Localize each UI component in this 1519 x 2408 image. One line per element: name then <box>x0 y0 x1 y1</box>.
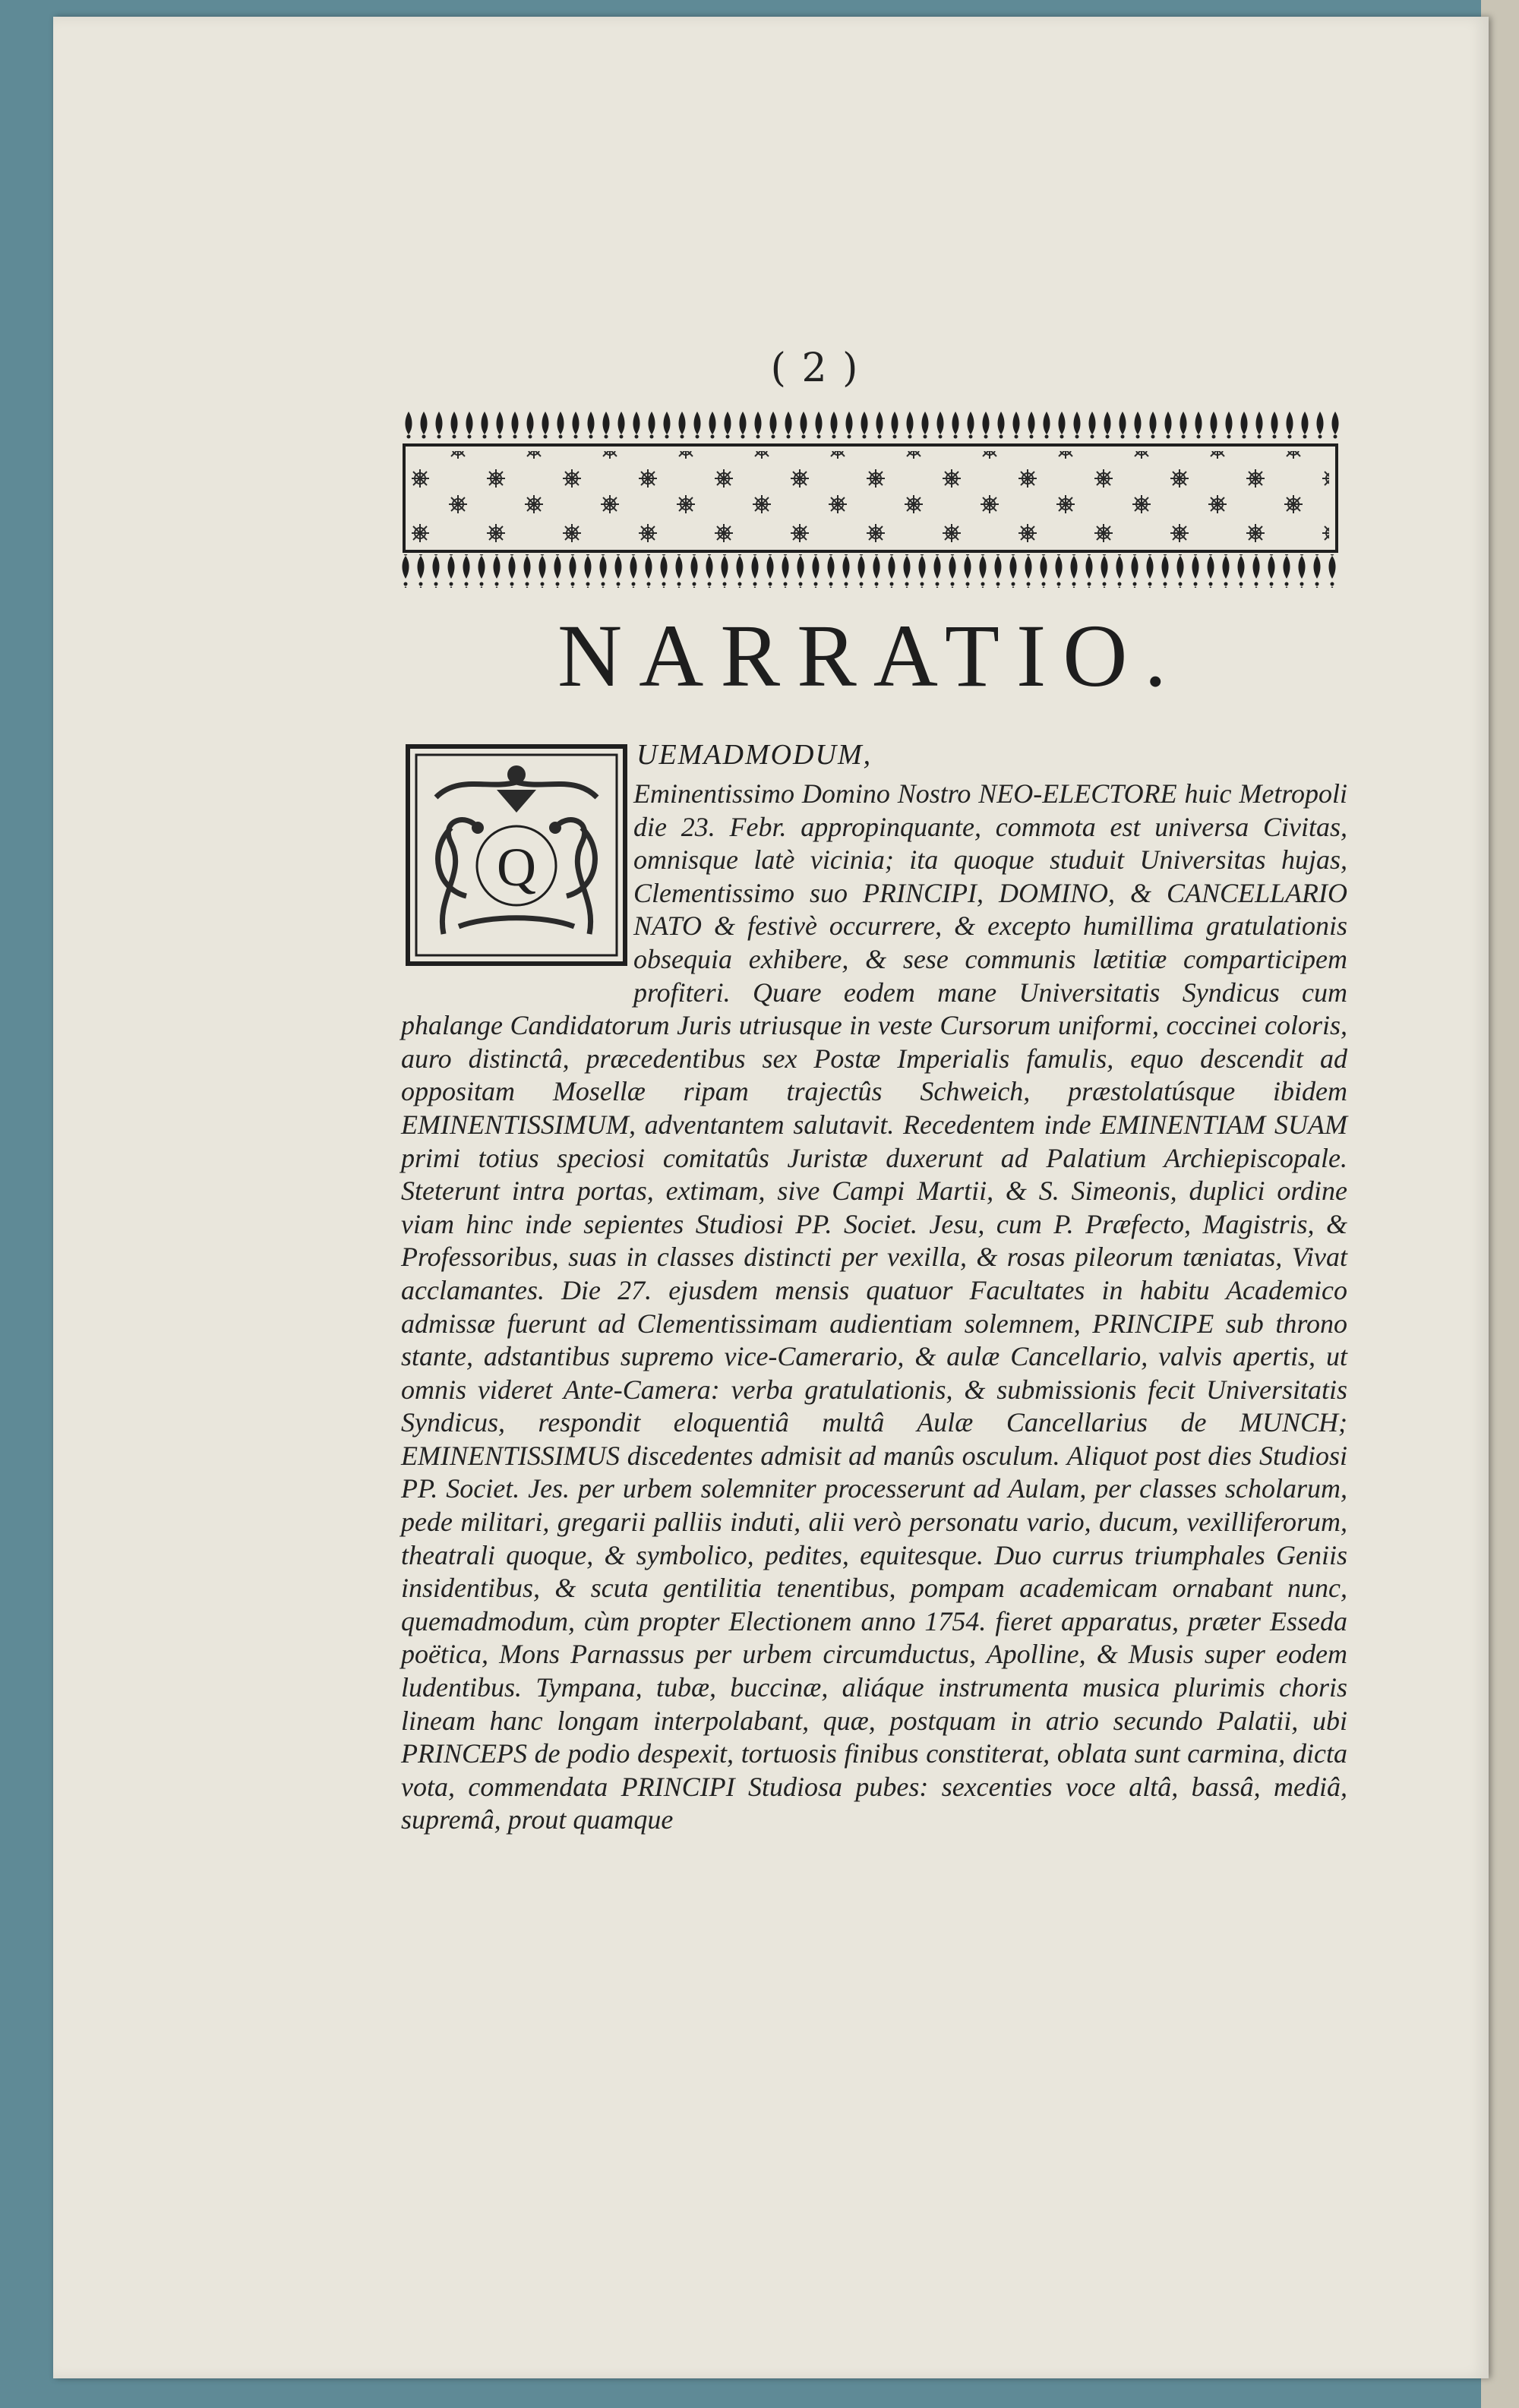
opening-word: UEMADMODUM, <box>636 739 873 771</box>
page-number: ( 2 ) <box>770 346 860 391</box>
ornamental-headpiece <box>401 409 1340 588</box>
narrative-paragraph: Eminentissimo Domino Nostro NEO-ELECTORE huic Metropoli die 23. Febr. appropinquante, commota est universa Civitas, omnisque latè vicinia; ita quoque studuit Universitas hujas, Clementissimo suo PRINCIPI, DOMINO, & CANCELLARIO NATO & festivè occurrere, & excepto humillima gratulationis obsequia exhibere, & sese communis lætitiæ comparticipem profiteri. Quare eodem mane Universitatis Syndicus cum phalange Candidatorum Juris utriusque in veste Cursorum uniformi, coccinei coloris, auro distinctâ, præcedentibus sex Postæ Imperialis famulis, equo descendit ad oppositam Mosellæ ripam trajectûs Schweich, præstolatúsque ibidem EMINENTISSIMUM, adventantem salutavit. Recedentem inde EMINENTIAM SUAM primi totius speciosi comitatûs Juristæ duxerunt ad Palatium Archiepiscopale. Steterunt intra portas, extimam, sive Campi Martii, & S. Simeonis, duplici ordine viam hinc inde sepientes Studiosi PP. Societ. Jesu, cum P. Præfecto, Magistris, & Professoribus, suas in classes distincti per vexilla, & rosas pileorum tæniatas, Vivat acclamantes. Die 27. ejusdem mensis quatuor Facultates in habitu Academico admissæ fuerunt ad Clementissimam audientiam solemnem, PRINCIPE sub throno stante, adstantibus supremo vice-Camerario, & aulæ Cancellario, valvis apertis, ut omnis videret Ante-Camera: verba gratulationis, & submissionis fecit Universitatis Syndicus, respondit eloquentiâ multâ Aulæ Cancellarius de MUNCH; EMINENTISSIMUS discedentes admisit ad manûs osculum. Aliquot post dies Studiosi PP. Societ. Jes. per urbem solemniter processerunt ad Aulam, per classes scholarum, pede militari, gregarii palliis induti, alii verò personatu vario, ducum, vexilliferorum, theatrali quoque, & symbolico, pedites, equitesque. Duo currus triumphales Geniis insidentibus, & scuta gentilitia tenentibus, pompam academicam ornabant nunc, quemadmodum, cùm propter Electionem anno 1754. fieret apparatus, præter Esseda poëtica, Mons Parnassus per urbem circumductus, Apolline, & Musis super eodem ludentibus. Tympana, tubæ, buccinæ, aliáque instrumenta musica plurimis choris lineam hanc longam interpolabant, quæ, postquam in atrio secundo Palatii, ubi PRINCEPS de podio despexit, tortuosis finibus constiterat, oblata sunt carmina, dicta vota, commendata PRINCIPI Studiosa pubes: sexcenties voce altâ, bassâ, mediâ, supremâ, prout quamque <box>401 778 1347 1835</box>
drop-cap-letter: Q <box>497 837 536 898</box>
chapter-title: NARRATIO. <box>557 606 1184 705</box>
